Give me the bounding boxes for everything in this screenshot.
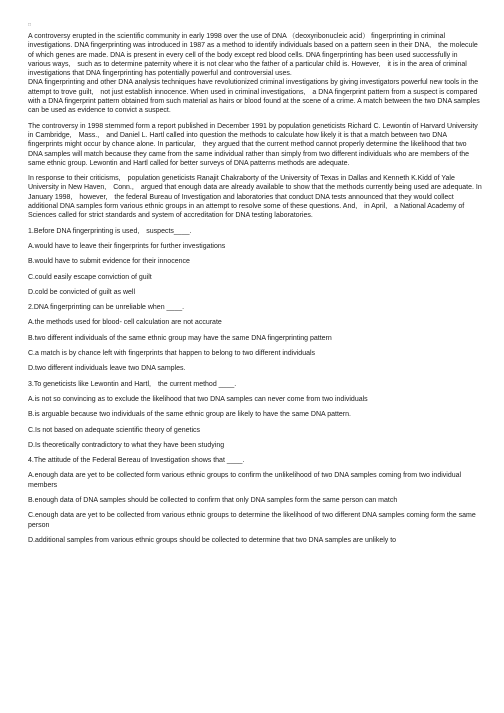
passage-paragraph: A controversy erupted in the scientific community in early 1998 over the use of DNA （deoxyribonucleic acid） fingerprinting in criminal investigations. DNA fingerprinting was introduced in 1987 as a method to identify individuals based on a pattern seen in their DNA, the molecule of which genes are made. DNA is present in every cell of the body except red blood cells. DNA fingerprinting has been used successfully in various ways, such as to determine paternity where it is not clear who the father of a particular child is. However, it is in the area of criminal investigations that DNA fingerprinting has potentially powerful and controversial uses. (28, 33, 478, 78)
question-4 (28, 456, 482, 545)
answer-option-d: D.two different individuals leave two DNA samples. (28, 365, 186, 373)
question-list (28, 227, 482, 546)
answer-option-c: C.enough data are yet to be collected from various ethnic groups to determine the likelihood of two different DNA samples coming form the same person (28, 512, 476, 529)
question-stem: 4.The attitude of the Federal Bereau of Investigation shows that ____. (28, 457, 245, 465)
answer-option-b: B.two different individuals of the same ethnic group may have the same DNA fingerprinting pattern (28, 334, 332, 342)
answer-option-c: C.a match is by chance left with fingerprints that happen to belong to two different individuals (28, 350, 316, 358)
answer-option-b: B.enough data of DNA samples should be collected to confirm that only DNA samples form the same person can match (28, 496, 398, 504)
answer-option-c: C.Is not based on adequate scientific theory of genetics (28, 426, 200, 434)
question-stem: 1.Before DNA fingerprinting is used, suspects____. (28, 227, 192, 235)
answer-option-b: B.would have to submit evidence for their innocence (28, 258, 190, 266)
passage-paragraph: In response to their criticisms, population geneticists Ranajit Chakraborty of the University of Texas in Dallas and Kenneth K.Kidd of Yale University in New Haven, Conn., argued that enough data are already available to show that the methods currently being used are adequate. In January 1998, however, the federal Bureau of Investigation and laboratories that conduct DNA tests announced that they would collect additional DNA samples form various ethnic groups in an attempt to resolve some of these questions. And, in April, a National Academy of Sciences called for strict standards and system of accreditation for DNA testing laboratories. (28, 175, 482, 220)
passage-paragraph: The controversy in 1998 stemmed form a report published in December 1991 by population geneticists Richard C. Lewontin of Harvard University in Cambridge, Mass., and Daniel L. Hartl called into question the methods to calculate how likely it is that a match between two DNA fingerprints might occur by chance alone. In particular, they argued that the current method cannot properly determine the likelihood that two DNA samples will match because they came from the same individual rather than simply from two different individuals who are members of the same ethnic group. Lewontin and Hartl called for better surveys of DNA patterns methods are adequate. (28, 122, 478, 167)
question-3 (28, 380, 482, 450)
question-stem: 2.DNA fingerprinting can be unreliable when ____. (28, 304, 185, 312)
answer-option-c: C.could easily escape conviction of guilt (28, 273, 152, 281)
question-2 (28, 303, 482, 373)
passage (28, 32, 482, 221)
question-stem: 3.To geneticists like Lewontin and Hartl, the current method ____. (28, 380, 237, 388)
question-1 (28, 227, 482, 297)
answer-option-d: D.cold be convicted of guilt as well (28, 288, 135, 296)
answer-option-d: D.Is theoretically contradictory to what they have been studying (28, 441, 225, 449)
answer-option-d: D.additional samples from various ethnic groups should be collected to determine that two DNA samples are unlikely to (28, 536, 397, 544)
answer-option-a: A.enough data are yet to be collected form various ethnic groups to confirm the unlikelihood of two DNA samples coming from two individual members (28, 472, 462, 489)
answer-option-a: A.the methods used for blood- cell calculation are not accurate (28, 319, 222, 327)
answer-option-a: A.is not so convincing as to exclude the likelihood that two DNA samples can never come from two individuals (28, 395, 368, 403)
answer-option-a: A.would have to leave their fingerprints for further investigations (28, 242, 226, 250)
passage-paragraph: DNA fingerprinting and other DNA analysis techniques have revolutionized criminal investigations by giving investigators powerful new tools in the attempt to trove guilt, not just establish innocence. When used in criminal investigations, a DNA fingerprint pattern from a suspect is compared with a DNA fingerprint pattern obtained from such material as hairs or blood found at the scene of a crime. A match between the two DNA samples can be used as evidence to convict a suspect. (28, 79, 480, 115)
page-marker: □ (28, 22, 32, 28)
answer-option-b: B.is arguable because two individuals of the same ethnic group are likely to have the same DNA pattern. (28, 411, 351, 419)
